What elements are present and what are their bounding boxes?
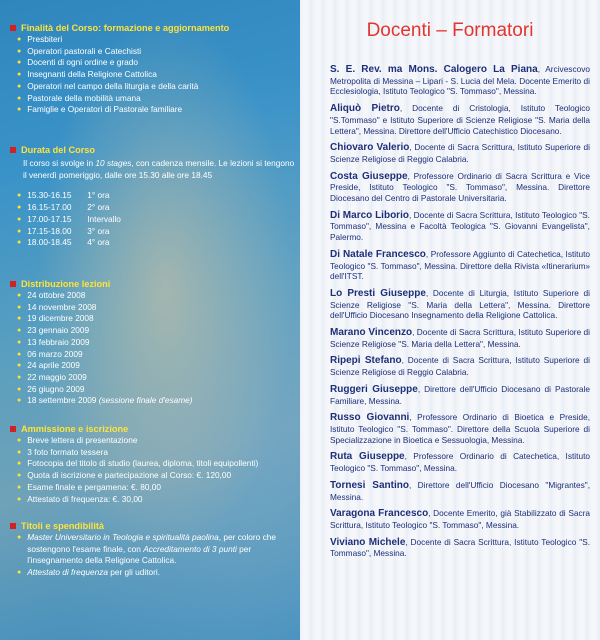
ammissione-section (10, 423, 295, 505)
dot-icon: ● (17, 227, 22, 235)
teacher-name: Ruta Giuseppe (330, 451, 405, 463)
list-item: ● Breve lettera di presentazione (17, 435, 138, 445)
list-item: ● 06 marzo 2009 (17, 348, 83, 359)
teacher-desc: , Direttore dell'Ufficio Diocesano di Pastorale Familiare, Messina. (330, 383, 590, 406)
dot-icon: ● (17, 460, 22, 468)
schedule-row: ● 17.15-18.00 3° ora (17, 225, 110, 236)
dot-icon: ● (17, 483, 22, 491)
right-panel (300, 0, 600, 640)
teacher-entry (330, 412, 590, 445)
bullet-square-icon (10, 523, 16, 529)
teacher-desc: , Professore Aggiunto di Catechetica, Istituto Teologico "S. Tommaso", Messina. Direttore della Rivista «Itinerarium» dell'ITST. (330, 248, 590, 282)
list-item: ● 23 gennaio 2009 (17, 325, 90, 336)
list-item: ● Docenti di ogni ordine e grado (17, 57, 138, 68)
teacher-desc: , Docente di Cristologia, Istituto Teologico "S.Tommaso" e Istituto Superiore di Scienze Religiose "S. Maria della Lettera", Messina. Direttore dell'Ufficio Catechistico Diocesano. (330, 103, 590, 136)
dot-icon: ● (17, 315, 22, 323)
dot-icon: ● (17, 373, 22, 381)
list-item: ● Attestato di frequenza per gli uditori. (17, 567, 161, 578)
teacher-desc: , Professore Ordinario di Sacra Scrittura e Vice Preside, Istituto Teologico "S. Tommaso", Messina. Direttore Diocesano del Centro di Pastorale Universitaria. (330, 170, 590, 204)
dot-icon: ● (17, 472, 22, 480)
list-item: ● Esame finale e pergamena: €. 80,00 (17, 481, 161, 492)
list-item: ● 24 aprile 2009 (17, 360, 80, 371)
teacher-desc: , Docente di Liturgia, Istituto Superiore di Scienze Religiose "S. Maria della Lettera", Messina. Direttore dell'Ufficio Diocesano Insegnamento della Religione Cattolica. (330, 287, 590, 321)
list-item: ● 19 dicembre 2008 (17, 313, 94, 324)
teacher-name: Ripepi Stefano (330, 355, 402, 367)
titoli-list (10, 532, 295, 579)
dot-icon: ● (17, 385, 22, 393)
teacher-desc: , Direttore dell'Ufficio Diocesano "Migrantes", Messina. (330, 479, 590, 502)
teacher-name: Costa Giuseppe (330, 170, 408, 182)
teacher-name: Chiovaro Valerio (330, 142, 410, 154)
dates-list (10, 290, 295, 407)
dot-icon: ● (17, 534, 22, 541)
list-item: ● 14 novembre 2008 (17, 301, 97, 312)
teacher-entry (330, 288, 590, 321)
list-item: ● Famiglie e Operatori di Pastorale familiare (17, 104, 183, 115)
teacher-desc: , Arcivescovo Metropolita di Messina – Lipari - S. Lucia del Mela. Docente Emerito di Ecclesiologia, Istituto Teologico "S. Tommaso", Messina. (330, 64, 590, 97)
dot-icon: ● (17, 397, 22, 405)
dot-icon: ● (17, 36, 22, 43)
list-item: ● Fotocopia del titolo di studio (laurea, diploma, titoli equipollenti) (17, 458, 259, 469)
teacher-entry (330, 508, 590, 530)
teacher-entry (330, 249, 590, 282)
list-item: ● 18 settembre 2009 (sessione finale d'esame) (17, 395, 193, 406)
teacher-entry (330, 210, 590, 243)
dot-icon: ● (17, 71, 22, 79)
bullet-square-icon (10, 426, 16, 432)
teacher-entry (330, 355, 590, 377)
bullet-square-icon (10, 281, 16, 287)
list-item: ● Presbiteri (17, 34, 63, 44)
list-item: ● Insegnanti della Religione Cattolica (17, 69, 157, 80)
teacher-entry (330, 384, 590, 406)
teacher-desc: , Professore Ordinario di Bioetica e Preside, Istituto Teologico "S. Tommaso". Direttore della Scuola Superiore di Specializzazione in Bioetica e Sessuologia, Messina. (330, 412, 591, 445)
list-item: ● Operatori pastorali e Catechisti (17, 45, 142, 56)
teacher-name: Tornesi Santino (330, 479, 409, 491)
dot-icon: ● (17, 362, 22, 370)
teacher-entry (330, 171, 590, 204)
dot-icon: ● (17, 239, 22, 247)
dot-icon: ● (17, 59, 22, 67)
teacher-name: Varagona Francesco (330, 508, 429, 520)
teacher-entry (330, 103, 590, 136)
teacher-entry (330, 327, 590, 349)
teacher-name: Viviano Michele (330, 536, 406, 548)
dot-icon: ● (17, 215, 22, 223)
schedule-list (10, 190, 295, 249)
dot-icon: ● (17, 303, 22, 311)
distribuzione-section (10, 278, 295, 407)
teacher-entry (330, 537, 590, 559)
titoli-section (10, 520, 295, 579)
teacher-entry (330, 142, 590, 164)
list-item: ● 26 giugno 2009 (17, 383, 85, 394)
durata-text: Il corso si svolge in 10 stages, con cadenza mensile. Le lezioni si tengono il venerdì pomeriggio, dalle ore 15.30 alle ore 18.45 (23, 158, 295, 180)
teacher-name: Marano Vincenzo (330, 327, 413, 339)
schedule-row: ● 17.00-17.15 Intervallo (17, 213, 121, 224)
list-item: ● Operatori nel campo della liturgia e della carità (17, 80, 199, 91)
bullet-square-icon (10, 25, 16, 31)
dot-icon: ● (17, 106, 22, 114)
teacher-desc: , Professore Ordinario di Catechetica, Istituto Teologico "S. Tommaso", Messina. (330, 451, 590, 474)
teacher-desc: , Docente di Sacra Scrittura, Istituto Superiore di Scienze Religiose "S. Maria della Lettera", Messina. (330, 327, 590, 349)
teacher-desc: , Docente di Sacra Scrittura, Istituto Teologico "S. Tommaso", Messina e Facoltà Teologica "S. Giovanni Evangelista", Palermo. (330, 209, 590, 243)
list-item: ● 24 ottobre 2008 (17, 290, 86, 300)
ammissione-list (10, 435, 295, 505)
list-item: ● Quota di iscrizione e partecipazione al Corso: €. 120,00 (17, 470, 232, 481)
list-item: ● 3 foto formato tessera (17, 446, 108, 457)
list-item: ● Pastorale della mobilità umana (17, 92, 141, 103)
finalita-title: Finalità del Corso: formazione e aggiornamento (10, 22, 295, 34)
finalita-list (10, 34, 295, 116)
schedule-row: ● 15.30-16.15 1° ora (17, 190, 110, 201)
finalita-section (10, 22, 295, 116)
teacher-desc: , Docente di Sacra Scrittura, Istituto Teologico "S. Tommaso", Messina. (330, 536, 590, 559)
dot-icon: ● (17, 495, 22, 503)
teachers-list (330, 64, 590, 565)
teacher-desc: , Docente di Sacra Scrittura, Istituto Superiore di Scienze Religiose di Reggio Calabria. (330, 355, 590, 378)
dot-icon: ● (17, 204, 22, 212)
ammissione-title: Ammissione e iscrizione (10, 423, 295, 435)
dot-icon: ● (17, 94, 22, 102)
teacher-entry (330, 451, 590, 473)
dot-icon: ● (17, 327, 22, 335)
dot-icon: ● (17, 82, 22, 90)
teacher-entry (330, 480, 590, 502)
dot-icon: ● (17, 448, 22, 456)
schedule-row: ● 18.00-18.45 4° ora (17, 237, 110, 248)
teacher-name: Di Natale Francesco (330, 248, 426, 260)
durata-title: Durata del Corso (10, 144, 295, 156)
dot-icon: ● (17, 569, 22, 577)
teacher-desc: , Docente di Sacra Scrittura, Istituto Superiore di Scienze Religiose di Reggio Calabria. (330, 142, 590, 164)
dot-icon: ● (17, 292, 22, 299)
schedule-row: ● 16.15-17.00 2° ora (17, 202, 110, 213)
list-item: ● 22 maggio 2009 (17, 371, 87, 382)
teacher-desc: , Docente Emerito, già Stabilizzato di Sacra Scrittura, Istituto Teologico "S. Tommaso", Messina. (330, 508, 591, 530)
page-title: Docenti – Formatori (366, 20, 534, 41)
teacher-name: Aliquò Pietro (330, 103, 400, 115)
durata-section (10, 144, 295, 249)
teacher-name: S. E. Rev. ma Mons. Calogero La Piana (330, 64, 538, 75)
teacher-name: Russo Giovanni (330, 412, 410, 424)
teacher-entry (330, 64, 590, 97)
teacher-name: Ruggeri Giuseppe (330, 383, 418, 395)
dot-icon: ● (17, 47, 22, 55)
list-item: ● Attestato di frequenza: €. 30,00 (17, 493, 143, 504)
dot-icon: ● (17, 338, 22, 346)
dot-icon: ● (17, 192, 22, 200)
teacher-name: Di Marco Liborio (330, 209, 409, 221)
list-item: ● Master Universitario in Teologia e spiritualità paolina, per coloro che sostengono l'esame finale, con Accreditamento di 3 punti per l'insegnamento della Religione Cattolica. (17, 532, 276, 566)
distribuzione-title: Distribuzione lezioni (10, 278, 295, 290)
dot-icon: ● (17, 350, 22, 358)
bullet-square-icon (10, 147, 16, 153)
titoli-title: Titoli e spendibilità (10, 520, 295, 532)
teacher-name: Lo Presti Giuseppe (330, 287, 426, 299)
list-item: ● 13 febbraio 2009 (17, 336, 90, 347)
dot-icon: ● (17, 437, 22, 444)
